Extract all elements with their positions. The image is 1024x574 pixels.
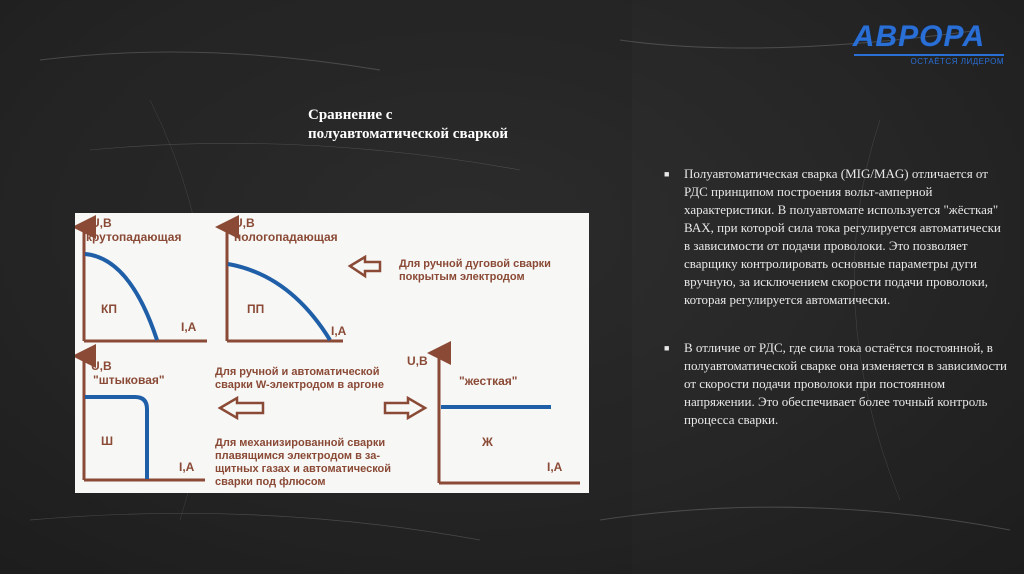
note-middle-line1: Для ручной и автоматической xyxy=(215,366,380,378)
panel-bayonet-u-label: U,В xyxy=(91,359,112,373)
panel-bayonet-name: "штыковая" xyxy=(93,373,165,387)
bullet-text-1: Полуавтоматическая сварка (MIG/MAG) отличается от РДС принципом построения вольт-амперной характеристики. В полуавтомате используется "жёсткая" ВАХ, при которой сила тока регулируется автоматически в зависимости от подачи проволоки. Это позволяет сварщику контролировать основные параметры дуги вручную, за исключением скорости подачи проволоки, которая регулируется автоматически. xyxy=(684,166,1001,307)
bullet-square-icon: ■ xyxy=(664,343,670,353)
panel-gentle-tag: ПП xyxy=(247,302,265,316)
slide-title: Сравнение с полуавтоматической сваркой xyxy=(308,107,508,142)
note-bottom-line4: сварки под флюсом xyxy=(215,476,326,488)
bullet-item xyxy=(664,165,1009,309)
note-top-line2: покрытым электродом xyxy=(399,271,525,283)
panel-gentle-name: пологопадающая xyxy=(234,230,338,244)
panel-bayonet-i-label: I,А xyxy=(179,460,195,474)
bullet-list xyxy=(664,165,1009,459)
bullet-item xyxy=(664,339,1009,429)
panel-rigid-tag: Ж xyxy=(482,435,493,449)
vac-diagram-svg xyxy=(75,213,589,493)
arrow-left-top-icon xyxy=(350,257,380,276)
panel-bayonet-curve xyxy=(85,397,147,479)
note-bottom-line3: щитных газах и автоматической xyxy=(215,463,392,475)
logo-subtitle: ОСТАЁТСЯ ЛИДЕРОМ xyxy=(854,54,1004,68)
panel-gentle-u-label: U,В xyxy=(234,216,255,230)
panel-rigid-i-label: I,А xyxy=(547,460,563,474)
panel-rigid-name: "жесткая" xyxy=(459,374,518,388)
panel-rigid-u-label: U,В xyxy=(407,354,428,368)
panel-bayonet xyxy=(84,356,205,480)
panel-gentle-i-label: I,А xyxy=(331,324,347,338)
panel-bayonet-tag: Ш xyxy=(101,434,114,448)
note-bottom-line1: Для механизированной сварки xyxy=(215,437,386,449)
panel-steep-u-label: U,В xyxy=(91,216,112,230)
logo-text: АВРОРА xyxy=(852,20,986,53)
panel-steep-curve xyxy=(85,254,157,340)
panel-steep-name: крутопадающая xyxy=(86,230,182,244)
panel-gentle-curve xyxy=(228,264,330,340)
bullet-text-2: В отличие от РДС, где сила тока остаётся постоянной, в полуавтоматической сварке она изменяется в зависимости от скорости подачи проволоки при постоянном напряжении. Это обеспечивает более точный контроль процесса сварки. xyxy=(684,340,1007,427)
aurora-logo xyxy=(830,20,1008,64)
panel-steep xyxy=(84,216,207,341)
arrow-left-bottom-icon xyxy=(220,398,263,418)
note-middle-line2: сварки W-электродом в аргоне xyxy=(215,379,384,391)
panel-gentle xyxy=(227,216,347,341)
panel-steep-tag: КП xyxy=(101,302,117,316)
bullet-square-icon: ■ xyxy=(664,169,670,179)
vac-diagram xyxy=(75,213,589,493)
note-top-line1: Для ручной дуговой сварки xyxy=(399,258,551,270)
panel-rigid xyxy=(407,353,580,483)
panel-steep-i-label: I,А xyxy=(181,320,197,334)
arrow-right-bottom-icon xyxy=(385,398,425,418)
note-bottom-line2: плавящимся электродом в за- xyxy=(215,450,381,462)
